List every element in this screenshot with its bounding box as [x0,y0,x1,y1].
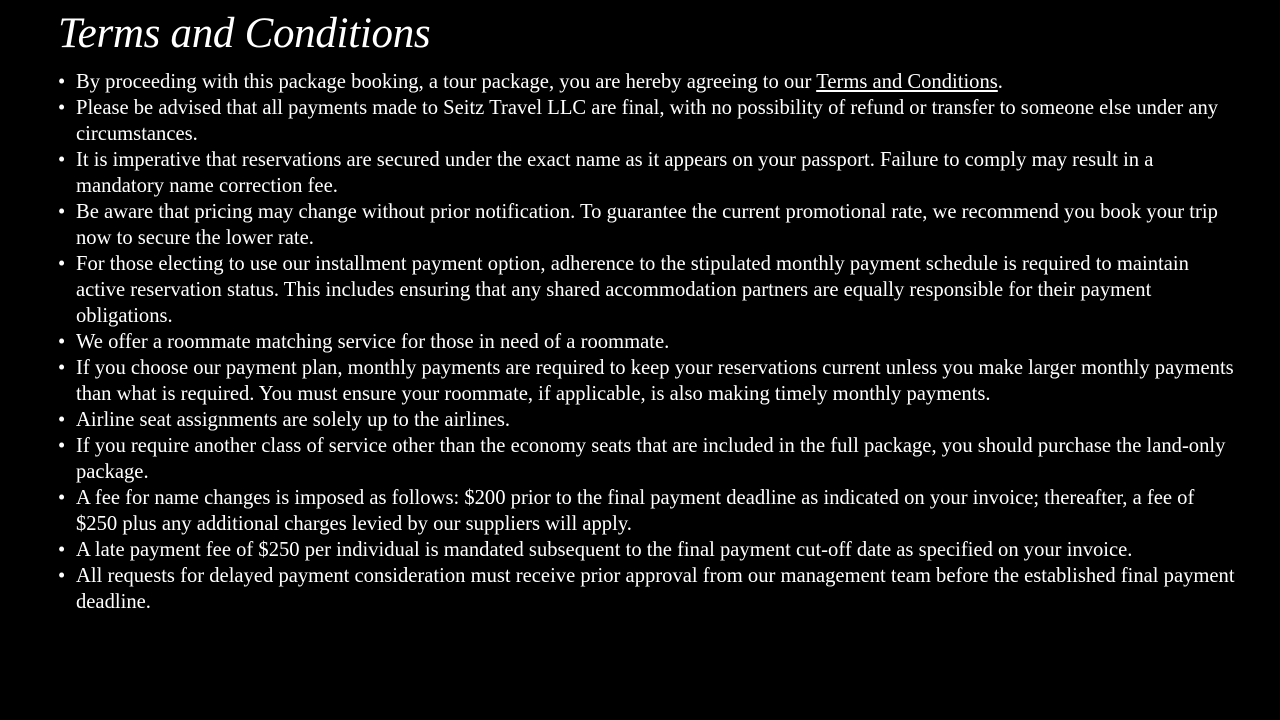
list-item-text: If you require another class of service other than the economy seats that are included in the full package, you should purchase the land-only package. [76,435,1226,483]
bullet-icon: • [58,539,66,561]
list-item [58,147,1240,199]
terms-list [58,69,1240,615]
list-item [58,69,1240,95]
list-item-text: All requests for delayed payment consideration must receive prior approval from our management team before the established final payment deadline. [76,565,1235,613]
page-title: Terms and Conditions [58,10,431,57]
list-item-text: For those electing to use our installment payment option, adherence to the stipulated monthly payment schedule is required to maintain active reservation status. This includes ensuring that any shared accommodation partners are equally responsible for their payment obligations. [76,253,1189,327]
list-item [58,251,1240,329]
list-item-text: A fee for name changes is imposed as follows: $200 prior to the final payment deadline as indicated on your invoice; thereafter, a fee of $250 plus any additional charges levied by our suppliers will apply. [76,487,1195,535]
bullet-icon: • [58,331,66,353]
list-item [58,537,1240,563]
list-item [58,563,1240,615]
list-item-text: We offer a roommate matching service for those in need of a roommate. [76,331,670,353]
list-item [58,407,1240,433]
list-item [58,485,1240,537]
list-item-text: Please be advised that all payments made to Seitz Travel LLC are final, with no possibility of refund or transfer to someone else under any circumstances. [76,97,1219,145]
list-item [58,355,1240,407]
bullet-icon: • [58,357,66,379]
bullet-icon: • [58,97,66,119]
list-item-text: By proceeding with this package booking, a tour package, you are hereby agreeing to our [76,71,817,93]
list-item [58,199,1240,251]
bullet-icon: • [58,149,66,171]
list-item [58,433,1240,485]
bullet-icon: • [58,409,66,431]
list-item-text: Be aware that pricing may change without prior notification. To guarantee the current promotional rate, we recommend you book your trip now to secure the lower rate. [76,201,1218,249]
list-item-text: A late payment fee of $250 per individual is mandated subsequent to the final payment cut-off date as specified on your invoice. [76,539,1133,561]
list-item-text: Airline seat assignments are solely up to the airlines. [76,409,511,431]
bullet-icon: • [58,565,66,587]
list-item-text: If you choose our payment plan, monthly payments are required to keep your reservations current unless you make larger monthly payments than what is required. You must ensure your roommate, if applicable, is also making timely monthly payments. [76,357,1234,405]
list-item [58,329,1240,355]
bullet-icon: • [58,487,66,509]
bullet-icon: • [58,435,66,457]
bullet-icon: • [58,253,66,275]
terms-and-conditions-link[interactable]: Terms and Conditions [816,71,998,93]
bullet-icon: • [58,201,66,223]
list-item [58,95,1240,147]
bullet-icon: • [58,71,66,93]
list-item-text: It is imperative that reservations are secured under the exact name as it appears on your passport. Failure to comply may result in a mandatory name correction fee. [76,149,1154,197]
list-item-suffix: . [997,71,1003,93]
